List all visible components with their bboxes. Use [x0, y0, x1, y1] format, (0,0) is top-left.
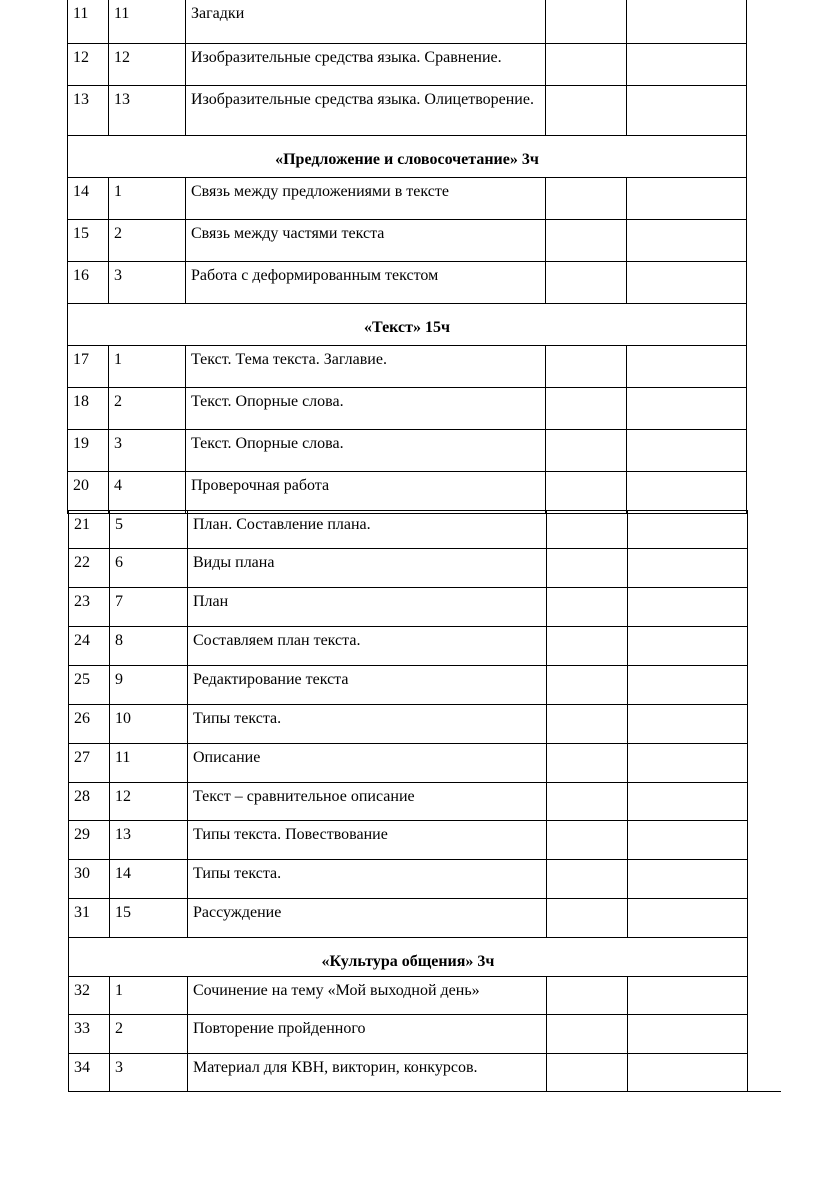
topic-lesson-number-cell: 13 — [109, 85, 186, 135]
topic-lesson-number-cell: 11 — [109, 0, 186, 43]
date-plan-cell — [547, 666, 628, 705]
lesson-number-cell: 32 — [69, 977, 110, 1015]
table-row — [69, 627, 748, 666]
lesson-topic-cell: Текст. Опорные слова. — [186, 387, 546, 429]
table-row — [69, 549, 748, 588]
date-plan-cell — [547, 899, 628, 938]
lesson-number-cell: 27 — [69, 744, 110, 783]
date-fact-cell — [628, 1054, 748, 1092]
date-plan-cell — [546, 177, 627, 219]
topic-lesson-number-cell: 1 — [109, 177, 186, 219]
date-fact-cell — [627, 261, 747, 303]
date-fact-cell — [628, 783, 748, 821]
lesson-number-cell: 28 — [69, 783, 110, 821]
lesson-number-cell: 22 — [69, 549, 110, 588]
lesson-number-cell: 33 — [69, 1015, 110, 1054]
date-fact-cell — [627, 219, 747, 261]
date-plan-cell — [547, 977, 628, 1015]
lesson-topic-cell: Изобразительные средства языка. Олицетворение. — [186, 85, 546, 135]
date-plan-cell — [547, 549, 628, 588]
date-plan-cell — [546, 0, 627, 43]
topic-lesson-number-cell: 12 — [109, 43, 186, 85]
table-edge-line — [745, 1091, 781, 1092]
date-plan-cell — [547, 1054, 628, 1092]
lesson-table-body-1 — [68, 0, 747, 513]
topic-lesson-number-cell: 13 — [110, 821, 188, 860]
topic-lesson-number-cell: 4 — [109, 471, 186, 513]
date-fact-cell — [628, 627, 748, 666]
date-fact-cell — [627, 177, 747, 219]
date-plan-cell — [547, 744, 628, 783]
date-plan-cell — [547, 627, 628, 666]
lesson-number-cell: 18 — [68, 387, 109, 429]
lesson-number-cell: 25 — [69, 666, 110, 705]
table-row — [68, 429, 747, 471]
table-row — [69, 1015, 748, 1054]
date-fact-cell — [628, 744, 748, 783]
topic-lesson-number-cell: 15 — [110, 899, 188, 938]
lesson-topic-cell: Составляем план текста. — [188, 627, 547, 666]
lesson-number-cell: 34 — [69, 1054, 110, 1092]
lesson-table-part-2 — [68, 510, 748, 1092]
date-fact-cell — [627, 43, 747, 85]
date-fact-cell — [628, 588, 748, 627]
topic-lesson-number-cell: 5 — [110, 511, 188, 549]
table-row — [68, 177, 747, 219]
table-row — [69, 744, 748, 783]
lesson-topic-cell: Работа с деформированным текстом — [186, 261, 546, 303]
lesson-number-cell: 14 — [68, 177, 109, 219]
date-fact-cell — [628, 977, 748, 1015]
lesson-number-cell: 26 — [69, 705, 110, 744]
topic-lesson-number-cell: 9 — [110, 666, 188, 705]
lesson-topic-cell: Связь между предложениями в тексте — [186, 177, 546, 219]
topic-lesson-number-cell: 8 — [110, 627, 188, 666]
lesson-topic-cell: Проверочная работа — [186, 471, 546, 513]
lesson-topic-cell: Текст – сравнительное описание — [188, 783, 547, 821]
date-fact-cell — [628, 549, 748, 588]
lesson-topic-cell: План — [188, 588, 547, 627]
lesson-number-cell: 24 — [69, 627, 110, 666]
table-row — [69, 899, 748, 938]
date-plan-cell — [546, 471, 627, 513]
lesson-topic-cell: План. Составление плана. — [188, 511, 547, 549]
lesson-number-cell: 13 — [68, 85, 109, 135]
lesson-topic-cell: Повторение пройденного — [188, 1015, 547, 1054]
lesson-topic-cell: Материал для КВН, викторин, конкурсов. — [188, 1054, 547, 1092]
table-row — [69, 666, 748, 705]
lesson-topic-cell: Типы текста. — [188, 860, 547, 899]
date-plan-cell — [547, 783, 628, 821]
lesson-number-cell: 29 — [69, 821, 110, 860]
date-fact-cell — [628, 821, 748, 860]
date-plan-cell — [547, 511, 628, 549]
lesson-topic-cell: Описание — [188, 744, 547, 783]
lesson-table-body-2 — [69, 511, 748, 1092]
topic-lesson-number-cell: 1 — [109, 345, 186, 387]
lesson-topic-cell: Типы текста. — [188, 705, 547, 744]
lesson-topic-cell: Изобразительные средства языка. Сравнение. — [186, 43, 546, 85]
table-row — [68, 219, 747, 261]
section-title: «Текст» 15ч — [68, 303, 747, 345]
topic-lesson-number-cell: 1 — [110, 977, 188, 1015]
topic-lesson-number-cell: 2 — [110, 1015, 188, 1054]
section-title: «Предложение и словосочетание» 3ч — [68, 135, 747, 177]
lesson-topic-cell: Текст. Тема текста. Заглавие. — [186, 345, 546, 387]
table-row — [68, 471, 747, 513]
table-row — [69, 588, 748, 627]
topic-lesson-number-cell: 3 — [109, 429, 186, 471]
topic-lesson-number-cell: 14 — [110, 860, 188, 899]
date-plan-cell — [547, 821, 628, 860]
date-fact-cell — [627, 85, 747, 135]
table-row — [68, 345, 747, 387]
lesson-topic-cell: Типы текста. Повествование — [188, 821, 547, 860]
date-fact-cell — [627, 387, 747, 429]
table-row — [68, 261, 747, 303]
date-plan-cell — [547, 1015, 628, 1054]
table-row — [69, 821, 748, 860]
lesson-number-cell: 21 — [69, 511, 110, 549]
date-plan-cell — [546, 219, 627, 261]
table-row — [68, 387, 747, 429]
date-fact-cell — [627, 429, 747, 471]
lesson-number-cell: 20 — [68, 471, 109, 513]
topic-lesson-number-cell: 10 — [110, 705, 188, 744]
date-fact-cell — [628, 1015, 748, 1054]
lesson-topic-cell: Загадки — [186, 0, 546, 43]
section-title: «Культура общения» 3ч — [69, 938, 748, 977]
lesson-number-cell: 30 — [69, 860, 110, 899]
date-plan-cell — [546, 85, 627, 135]
lesson-topic-cell: Рассуждение — [188, 899, 547, 938]
table-row — [69, 1054, 748, 1092]
lesson-number-cell: 11 — [68, 0, 109, 43]
date-fact-cell — [627, 345, 747, 387]
lesson-number-cell: 23 — [69, 588, 110, 627]
date-fact-cell — [628, 860, 748, 899]
lesson-topic-cell: Сочинение на тему «Мой выходной день» — [188, 977, 547, 1015]
date-fact-cell — [628, 899, 748, 938]
topic-lesson-number-cell: 2 — [109, 219, 186, 261]
topic-lesson-number-cell: 3 — [110, 1054, 188, 1092]
section-header-row — [68, 135, 747, 177]
topic-lesson-number-cell: 11 — [110, 744, 188, 783]
lesson-number-cell: 19 — [68, 429, 109, 471]
table-row — [68, 0, 747, 43]
lesson-topic-cell: Виды плана — [188, 549, 547, 588]
lesson-topic-cell: Текст. Опорные слова. — [186, 429, 546, 471]
topic-lesson-number-cell: 7 — [110, 588, 188, 627]
table-row — [69, 783, 748, 821]
date-plan-cell — [546, 345, 627, 387]
date-plan-cell — [546, 429, 627, 471]
lesson-number-cell: 17 — [68, 345, 109, 387]
date-plan-cell — [546, 387, 627, 429]
date-fact-cell — [628, 511, 748, 549]
lesson-topic-cell: Редактирование текста — [188, 666, 547, 705]
date-plan-cell — [547, 860, 628, 899]
date-plan-cell — [547, 705, 628, 744]
date-plan-cell — [547, 588, 628, 627]
lesson-topic-cell: Связь между частями текста — [186, 219, 546, 261]
table-row — [68, 43, 747, 85]
topic-lesson-number-cell: 2 — [109, 387, 186, 429]
table-row — [68, 85, 747, 135]
table-row — [69, 977, 748, 1015]
lesson-number-cell: 31 — [69, 899, 110, 938]
section-header-row — [68, 303, 747, 345]
topic-lesson-number-cell: 12 — [110, 783, 188, 821]
table-row — [69, 860, 748, 899]
date-plan-cell — [546, 43, 627, 85]
topic-lesson-number-cell: 3 — [109, 261, 186, 303]
date-fact-cell — [628, 666, 748, 705]
topic-lesson-number-cell: 6 — [110, 549, 188, 588]
lesson-number-cell: 16 — [68, 261, 109, 303]
lesson-table-part-1 — [67, 0, 747, 514]
date-fact-cell — [628, 705, 748, 744]
table-row — [69, 511, 748, 549]
date-fact-cell — [627, 471, 747, 513]
date-plan-cell — [546, 261, 627, 303]
lesson-number-cell: 15 — [68, 219, 109, 261]
lesson-number-cell: 12 — [68, 43, 109, 85]
section-header-row — [69, 938, 748, 977]
date-fact-cell — [627, 0, 747, 43]
table-row — [69, 705, 748, 744]
